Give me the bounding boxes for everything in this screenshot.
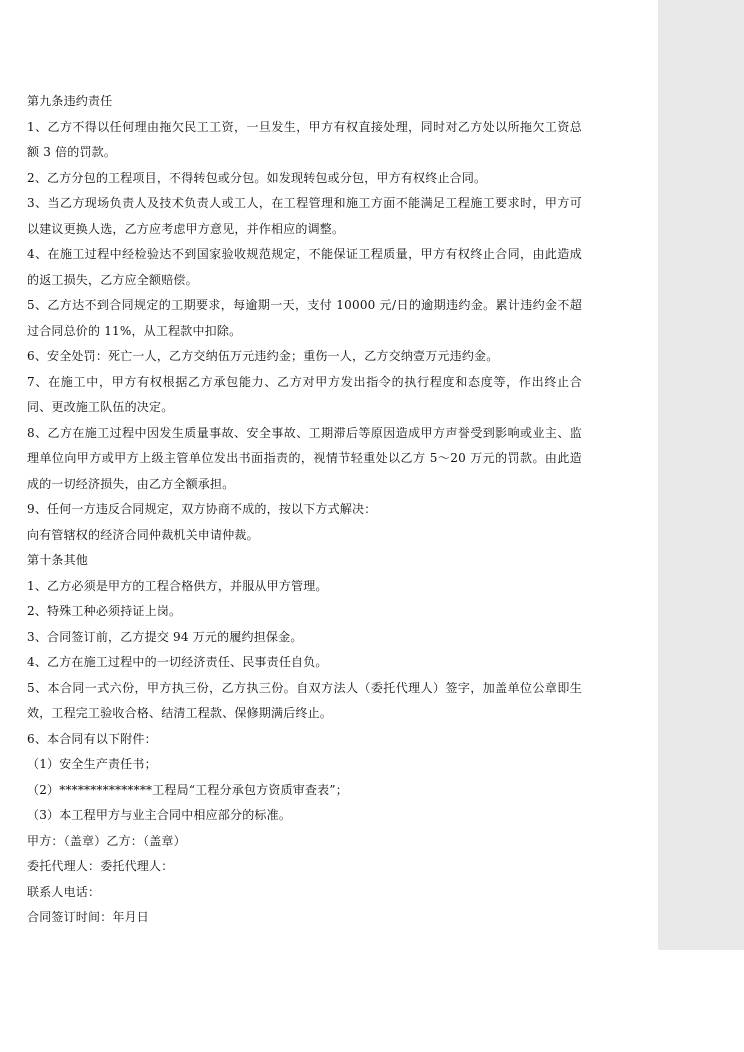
clause-item: 9、任何一方违反合同规定，双方协商不成的，按以下方式解决： (27, 502, 377, 516)
clause-item: 2、乙方分包的工程项目，不得转包或分包。如发现转包或分包，甲方有权终止合同。 (27, 170, 487, 185)
clause-item: 向有管辖权的经济合同仲裁机关申请仲裁。 (27, 527, 259, 542)
section-heading: 第十条其他 (27, 553, 89, 567)
attachment-item: （3）本工程甲方与业主合同中相应部分的标准。 (27, 808, 292, 822)
clause-item: 1、乙方必须是甲方的工程合格供方，并服从甲方管理。 (27, 578, 328, 593)
attachment-item: （1）安全生产责任书； (27, 757, 157, 771)
clause-item: 3、当乙方现场负责人及技术负责人或工人，在工程管理和施工方面不能满足工程施工要求时，甲方可以建议更换人选，乙方应考虑甲方意见，并作相应的调整。 (27, 196, 582, 236)
section-heading: 第九条违约责任 (27, 94, 113, 108)
signature-date: 合同签订时间：年月日 (27, 910, 150, 924)
clause-item: 5、乙方达不到合同规定的工期要求，每逾期一天，支付 10000 元/日的逾期违约金。累计违约金不超过合同总价的 11%，从工程款中扣除。 (27, 298, 582, 338)
signature-parties: 甲方：（盖章）乙方：（盖章） (27, 833, 186, 848)
clause-item: 4、在施工过程中经检验达不到国家验收规范规定，不能保证工程质量，甲方有权终止合同，由此造成的返工损失，乙方应全额赔偿。 (27, 247, 582, 287)
comment-margin-panel (658, 0, 744, 950)
clause-item: 2、特殊工种必须持证上岗。 (27, 604, 182, 618)
contract-body (27, 89, 582, 931)
clause-item: 1、乙方不得以任何理由拖欠民工工资，一旦发生，甲方有权直接处理，同时对乙方处以所拖欠工资总额 3 倍的罚款。 (27, 119, 582, 159)
clause-item: 8、乙方在施工过程中因发生质量事故、安全事故、工期滞后等原因造成甲方声誉受到影响或业主、监理单位向甲方或甲方上级主管单位发出书面指责的，视情节轻重处以乙方 5～20 万元的罚款。由此造成的一切经济损失，由乙方全额承担。 (27, 425, 582, 491)
clause-item: 7、在施工中，甲方有权根据乙方承包能力、乙方对甲方发出指令的执行程度和态度等，作出终止合同、更改施工队伍的决定。 (27, 374, 582, 414)
clause-item: 4、乙方在施工过程中的一切经济责任、民事责任自负。 (27, 655, 328, 669)
clause-item: 6、本合同有以下附件： (27, 731, 157, 746)
clause-item: 5、本合同一式六份，甲方执三份，乙方执三份。自双方法人（委托代理人）签字，加盖单位公章即生效，工程完工验收合格、结清工程款、保修期满后终止。 (27, 680, 582, 720)
signature-contact: 联系人电话： (27, 884, 101, 899)
clause-item: 3、合同签订前，乙方提交 94 万元的履约担保金。 (27, 629, 303, 644)
clause-item: 6、安全处罚：死亡一人，乙方交纳伍万元违约金；重伤一人，乙方交纳壹万元违约金。 (27, 349, 499, 363)
signature-agents: 委托代理人：委托代理人： (27, 859, 174, 873)
attachment-item: （2）***************工程局“工程分承包方资质审查表”； (27, 782, 348, 797)
